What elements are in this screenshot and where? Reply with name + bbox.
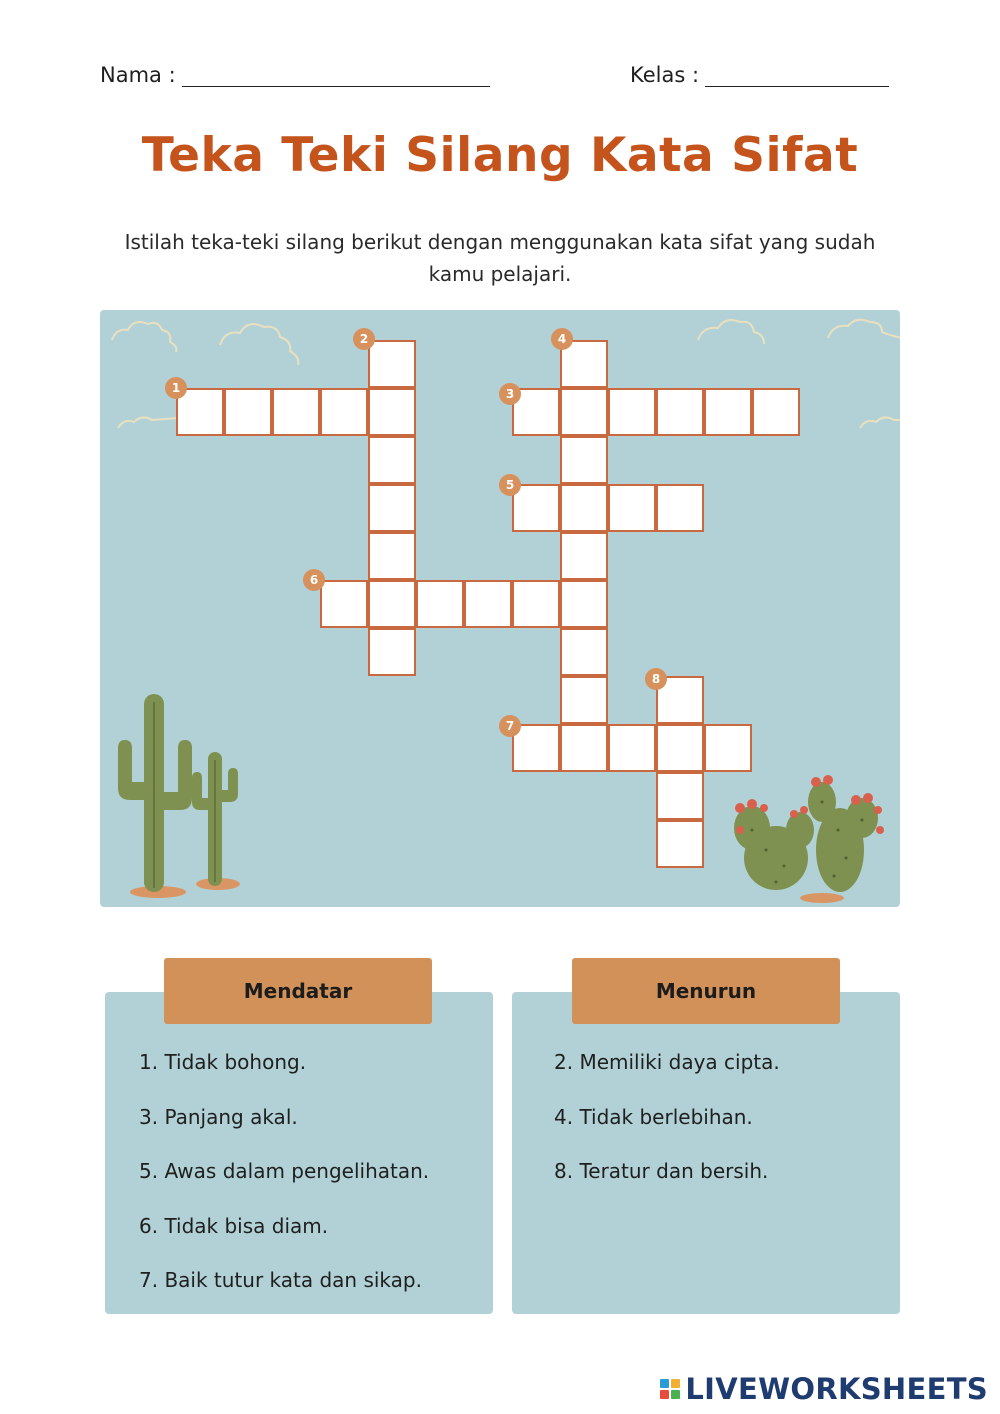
crossword-cell[interactable]	[320, 388, 368, 436]
down-clue-2: 2. Memiliki daya cipta.	[554, 1050, 780, 1074]
crossword-cell[interactable]	[368, 628, 416, 676]
name-input-line[interactable]	[182, 60, 490, 87]
crossword-cell[interactable]	[704, 388, 752, 436]
clue-number-6: 6	[303, 569, 325, 591]
crossword-cell[interactable]	[560, 388, 608, 436]
crossword-cell[interactable]	[416, 580, 464, 628]
class-field	[630, 60, 889, 87]
prickly-pear-cactus-icon	[734, 775, 884, 903]
crossword-cell[interactable]	[560, 580, 608, 628]
crossword-cell[interactable]	[512, 484, 560, 532]
crossword-cell[interactable]	[560, 532, 608, 580]
down-clues-panel	[512, 992, 900, 1314]
down-heading: Menurun	[572, 958, 840, 1024]
crossword-cell[interactable]	[368, 388, 416, 436]
crossword-cell[interactable]	[656, 388, 704, 436]
across-clue-list	[139, 1040, 429, 1313]
crossword-cell[interactable]	[368, 484, 416, 532]
class-input-line[interactable]	[705, 60, 889, 87]
class-label: Kelas :	[630, 63, 700, 87]
crossword-cell[interactable]	[656, 724, 704, 772]
name-field	[100, 60, 490, 87]
clue-number-3: 3	[499, 383, 521, 405]
crossword-cell[interactable]	[560, 724, 608, 772]
crossword-cell[interactable]	[752, 388, 800, 436]
across-clues-panel	[105, 992, 493, 1314]
name-label: Nama :	[100, 63, 176, 87]
liveworksheets-logo-icon	[660, 1379, 680, 1399]
across-heading: Mendatar	[164, 958, 432, 1024]
crossword-cell[interactable]	[560, 484, 608, 532]
crossword-cell[interactable]	[560, 436, 608, 484]
clue-number-7: 7	[499, 715, 521, 737]
clue-number-2: 2	[353, 328, 375, 350]
crossword-cell[interactable]	[656, 772, 704, 820]
across-clue-7: 7. Baik tutur kata dan sikap.	[139, 1268, 422, 1292]
crossword-cell[interactable]	[560, 676, 608, 724]
across-clue-3: 3. Panjang akal.	[139, 1104, 298, 1129]
crossword-cell[interactable]	[608, 484, 656, 532]
crossword-cell[interactable]	[368, 340, 416, 388]
brand-text: LIVEWORKSHEETS	[685, 1372, 988, 1406]
down-clue-list	[554, 1040, 780, 1204]
crossword-cell[interactable]	[320, 580, 368, 628]
clue-number-4: 4	[551, 328, 573, 350]
across-clue-6: 6. Tidak bisa diam.	[139, 1213, 329, 1238]
crossword-cell[interactable]	[368, 580, 416, 628]
crossword-cell[interactable]	[656, 484, 704, 532]
liveworksheets-logo	[660, 1372, 988, 1406]
across-clue-1: 1. Tidak bohong.	[139, 1050, 307, 1074]
worksheet-title: Teka Teki Silang Kata Sifat	[141, 128, 859, 183]
crossword-cell[interactable]	[272, 388, 320, 436]
crossword-panel	[100, 310, 900, 907]
crossword-cell[interactable]	[512, 580, 560, 628]
crossword-cell[interactable]	[608, 724, 656, 772]
across-clue-5: 5. Awas dalam pengelihatan.	[139, 1159, 430, 1183]
crossword-cell[interactable]	[464, 580, 512, 628]
instructions-text: Istilah teka-teki silang berikut dengan menggunakan kata sifat yang sudah kamu pelajari.	[124, 230, 876, 286]
clue-number-5: 5	[499, 474, 521, 496]
crossword-cell[interactable]	[704, 724, 752, 772]
crossword-cell[interactable]	[368, 436, 416, 484]
crossword-cell[interactable]	[368, 532, 416, 580]
clue-number-1: 1	[165, 377, 187, 399]
crossword-cell[interactable]	[224, 388, 272, 436]
crossword-cell[interactable]	[656, 820, 704, 868]
cactus-icon	[118, 694, 240, 898]
down-clue-4: 4. Tidak berlebihan.	[554, 1104, 753, 1129]
crossword-cell[interactable]	[608, 388, 656, 436]
crossword-cell[interactable]	[560, 628, 608, 676]
clue-number-8: 8	[645, 668, 667, 690]
down-clue-8: 8. Teratur dan bersih.	[554, 1159, 769, 1183]
